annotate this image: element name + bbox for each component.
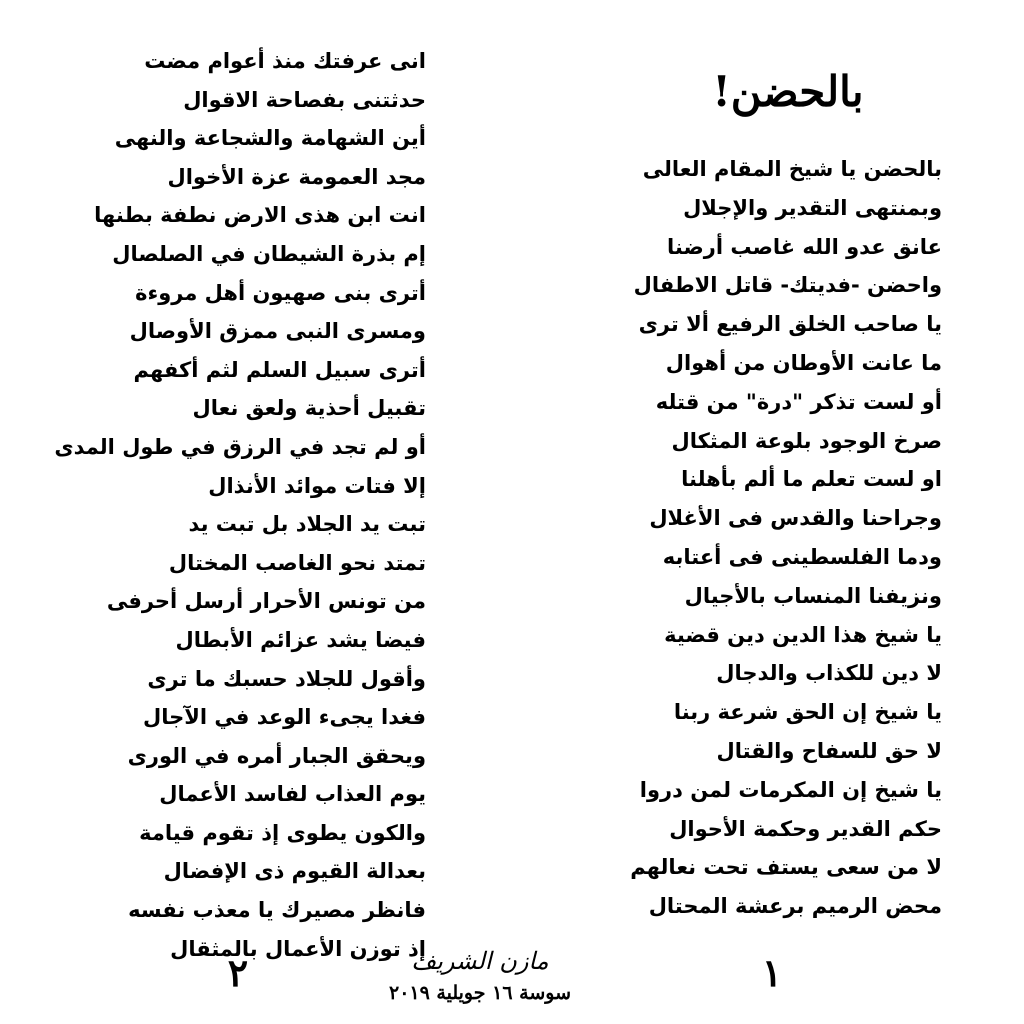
verse-line: صرخ الوجود بلوعة المثكال bbox=[671, 428, 942, 453]
verse-line: ومسرى النبى ممزق الأوصال bbox=[129, 319, 426, 344]
verse-line: حكم القدير وحكمة الأحوال bbox=[669, 816, 942, 841]
verse-line: ما عانت الأوطان من أهوال bbox=[665, 350, 942, 375]
verse-line: فغدا يجىء الوعد في الآجال bbox=[143, 705, 426, 730]
verse-line: أين الشهامة والشجاعة والنهى bbox=[114, 126, 426, 151]
place-date: سوسة ١٦ جويلية ٢٠١٩ bbox=[388, 982, 571, 1004]
verse-line: بعدالة القيوم ذى الإفضال bbox=[163, 859, 426, 884]
verse-line: فيضا يشد عزائم الأبطال bbox=[175, 627, 426, 652]
verse-line: وجراحنا والقدس فى الأغلال bbox=[649, 506, 942, 531]
verse-line: يا صاحب الخلق الرفيع ألا ترى bbox=[638, 312, 942, 337]
verse-line: يا شيخ إن المكرمات لمن دروا bbox=[639, 777, 942, 802]
poem-column-page-2 bbox=[54, 42, 426, 968]
verse-line: أترى سبيل السلم لثم أكفهم bbox=[133, 357, 426, 382]
verse-line: وبمنتهى التقدير والإجلال bbox=[683, 195, 942, 220]
verse-line: أو لست تذكر "درة" من قتله bbox=[655, 389, 942, 414]
verse-line: وأقول للجلاد حسبك ما ترى bbox=[147, 666, 426, 691]
verse-line: ويحقق الجبار أمره في الورى bbox=[127, 743, 426, 768]
verse-line: مجد العمومة عزة الأخوال bbox=[167, 164, 426, 189]
poem-column-page-1 bbox=[612, 150, 942, 926]
verse-line: يوم العذاب لفاسد الأعمال bbox=[159, 782, 426, 807]
verse-line: إلا فتات موائد الأنذال bbox=[208, 473, 426, 498]
author-name: مازن الشريف bbox=[411, 947, 549, 975]
verse-line: إذ توزن الأعمال بالمثقال bbox=[170, 936, 426, 961]
page-number-1: ١ bbox=[761, 950, 783, 995]
verse-line: بالحضن يا شيخ المقام العالى bbox=[642, 157, 942, 181]
signature bbox=[360, 944, 600, 1008]
verse-line: انت ابن هذى الارض نطفة بطنها bbox=[94, 203, 426, 228]
verse-line: تبت يد الجلاد بل تبت يد bbox=[188, 512, 426, 537]
verse-line: فانظر مصيرك يا معذب نفسه bbox=[128, 898, 426, 923]
verse-line: أترى بنى صهيون أهل مروءة bbox=[135, 280, 426, 305]
verse-line: واحضن -فديتك- قاتل الاطفال bbox=[633, 273, 942, 298]
verse-line: يا شيخ إن الحق شرعة ربنا bbox=[673, 700, 942, 725]
verse-line: إم بذرة الشيطان في الصلصال bbox=[112, 241, 426, 266]
verse-line: يا شيخ هذا الدين دين قضية bbox=[664, 622, 942, 647]
verse-line: ونزيفنا المنساب بالأجيال bbox=[684, 583, 942, 608]
verse-line: تقبيل أحذية ولعق نعال bbox=[192, 396, 426, 421]
verse-line: لا حق للسفاح والقتال bbox=[716, 738, 942, 763]
verse-line: حدثتنى بفصاحة الاقوال bbox=[183, 87, 426, 112]
verse-line: لا من سعى يستف تحت نعالهم bbox=[630, 855, 942, 880]
verse-line: لا دين للكذاب والدجال bbox=[716, 661, 942, 686]
verse-line: عانق عدو الله غاصب أرضنا bbox=[667, 234, 942, 259]
verse-line: محض الرميم برعشة المحتال bbox=[648, 894, 942, 919]
verse-line: او لست تعلم ما ألم بأهلنا bbox=[681, 467, 942, 492]
verse-line: أو لم تجد في الرزق في طول المدى bbox=[54, 434, 426, 459]
poem-title: بالحضن! bbox=[712, 67, 864, 116]
verse-line: ودما الفلسطينى فى أعتابه bbox=[662, 544, 942, 569]
verse-line: انى عرفتك منذ أعوام مضت bbox=[144, 49, 426, 73]
verse-line: والكون يطوى إذ تقوم قيامة bbox=[139, 820, 426, 845]
verse-line: من تونس الأحرار أرسل أحرفى bbox=[106, 589, 426, 614]
verse-line: تمتد نحو الغاصب المختال bbox=[168, 550, 426, 575]
page-number-2: ٢ bbox=[227, 950, 249, 995]
